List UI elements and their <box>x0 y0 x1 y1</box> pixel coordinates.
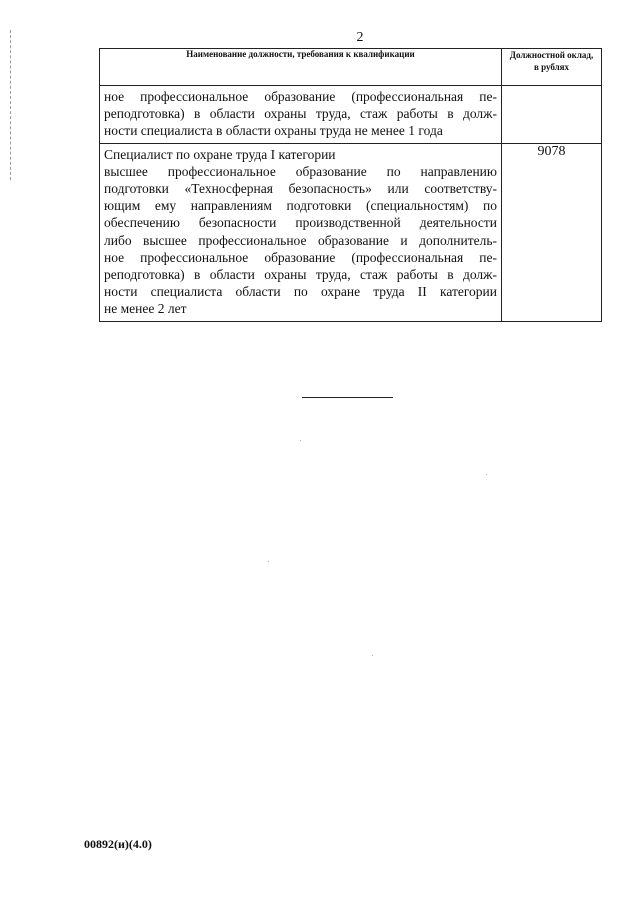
text-line: либо высшее профессиональное образование и дополнитель- <box>104 232 497 248</box>
text-line: ющим ему направлениям подготовки (специальностям) по <box>104 198 497 214</box>
header-salary-line2: в рублях <box>533 62 570 72</box>
text-line: не менее 2 лет <box>104 301 187 317</box>
scan-speck <box>372 655 373 656</box>
position-title: Специалист по охране труда I категории <box>104 146 336 162</box>
requirements-cell <box>100 143 502 321</box>
page-number: 2 <box>356 30 364 45</box>
salary-cell <box>502 86 602 144</box>
table-header-row <box>100 49 602 86</box>
header-salary <box>502 49 602 86</box>
scan-speck <box>268 561 269 562</box>
header-salary-line1: Должностной оклад, <box>509 50 594 60</box>
text-line: реподготовка) в области охраны труда, стаж работы в долж- <box>104 267 497 283</box>
scan-speck <box>300 440 301 441</box>
text-line: ности специалиста в области охраны труда не менее 1 года <box>104 123 443 139</box>
text-line: ное профессиональное образование (профессиональная пе- <box>104 89 497 104</box>
text-line: ное профессиональное образование (профессиональная пе- <box>104 249 497 265</box>
table-row <box>100 143 602 321</box>
text-line: высшее профессиональное образование по направлению <box>104 163 497 179</box>
qualification-table <box>99 48 602 322</box>
salary-cell: 9078 <box>502 143 602 321</box>
text-line: реподготовка) в области охраны труда, стаж работы в долж- <box>104 106 497 122</box>
text-line: подготовки «Техносферная безопасность» или соответству- <box>104 181 497 197</box>
text-line: ности специалиста области по охране труда II категории <box>104 284 497 300</box>
table-row <box>100 86 602 144</box>
header-position-requirements: Наименование должности, требования к квалификации <box>100 49 502 86</box>
requirements-cell <box>100 86 502 144</box>
end-separator-line <box>302 397 393 398</box>
document-code: 00892(и)(4.0) <box>84 837 152 851</box>
scan-edge-marks <box>10 30 12 180</box>
text-line: обеспечению безопасности производственной деятельности <box>104 215 497 231</box>
scan-speck <box>486 474 487 475</box>
